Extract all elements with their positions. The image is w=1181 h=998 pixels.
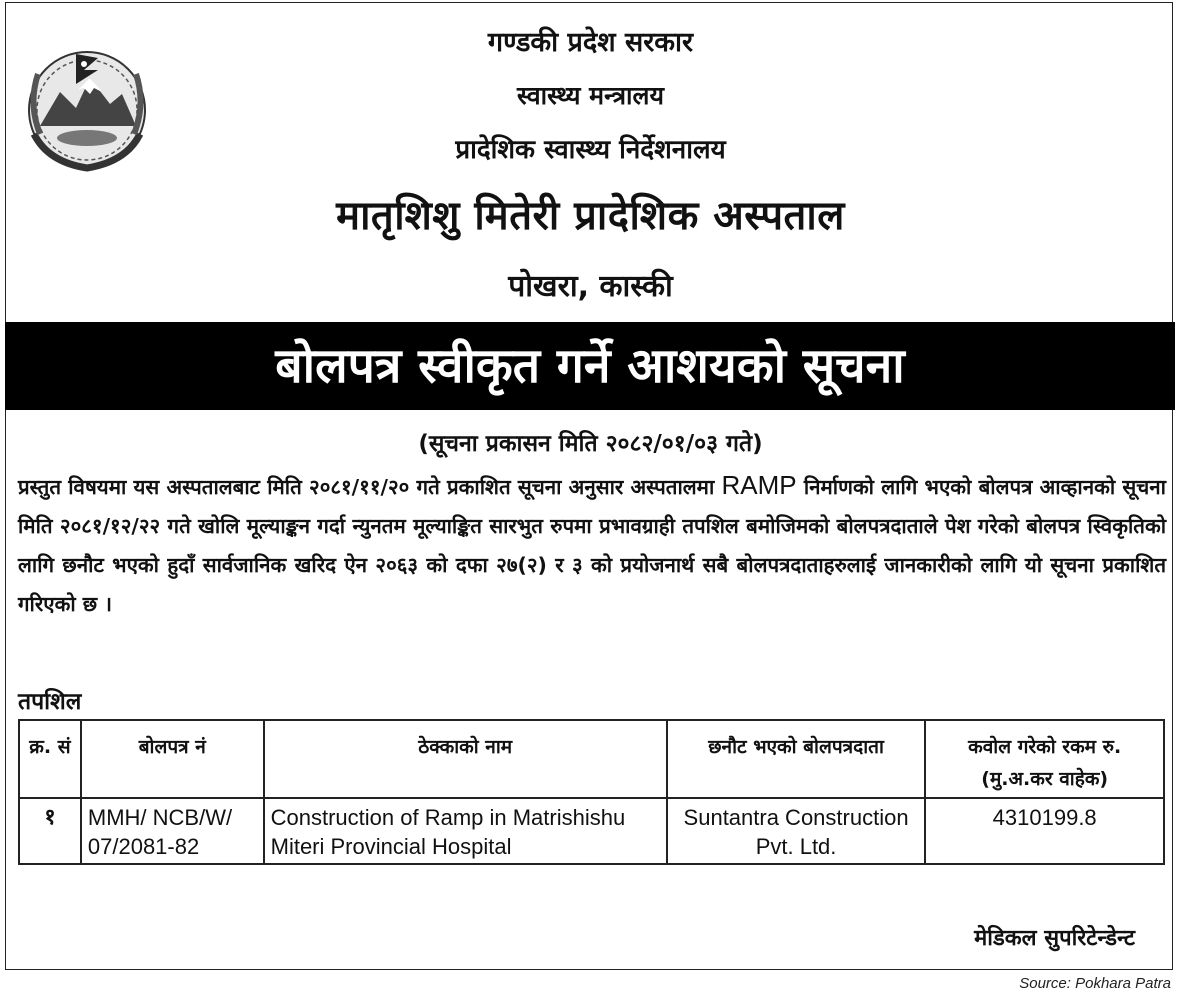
header-selected-bidder: छनौट भएको बोलपत्रदाता	[667, 720, 926, 798]
signature-title: मेडिकल सुपरिटेन्डेन्ट	[974, 926, 1135, 951]
directorate-name: प्रादेशिक स्वास्थ्य निर्देशनालय	[455, 135, 726, 165]
publish-date: (सूचना प्रकासन मिति २०८२/०१/०३ गते)	[418, 431, 763, 457]
government-name: गण्डकी प्रदेश सरकार	[487, 27, 694, 58]
notice-body	[18, 466, 1166, 624]
source-credit: Source: Pokhara Patra	[1019, 975, 1171, 992]
notice-body-ramp: RAMP	[721, 470, 797, 500]
hospital-name: मातृशिशु मितेरी प्रादेशिक अस्पताल	[336, 193, 845, 239]
notice-body-part-2: निर्माणको लागि भएको बोलपत्र आव्हानको सूचना मिति २०८१/१२/२२ गते खोलि मूल्याङ्कन गर्दा न्युनतम मूल्याङ्कित सारभुत रुपमा प्रभावग्राही तपशिल बमोजिमको बोलपत्रदाताले पेश गरेको बोलपत्र स्विकृतिको लागि छनौट भएको हुदाँ सार्वजानिक खरिद ऐन २०६३ को दफा २७(२) र ३ को प्रयोजनार्थ सबै बोलपत्रदाताहरुलाई जानकारीको लागि यो सूचना प्रकाशित गरिएको छ ।	[18, 475, 1166, 616]
cell-contract-name: Construction of Ramp in Matrishishu Miteri Provincial Hospital	[264, 798, 667, 864]
cell-serial-number: १	[19, 798, 81, 864]
cell-quoted-amount: 4310199.8	[925, 798, 1164, 864]
table-row	[19, 798, 1164, 864]
notice-body-part-1: प्रस्तुत विषयमा यस अस्पतालबाट मिति २०८१/११/२० गते प्रकाशित सूचना अनुसार अस्पतालमा	[18, 475, 722, 499]
header-contract-name: ठेक्काको नाम	[264, 720, 667, 798]
details-label: तपशिल	[18, 689, 82, 715]
bid-table	[18, 719, 1165, 865]
hospital-location: पोखरा, कास्की	[508, 269, 673, 304]
header-quoted-amount: कवोल गरेको रकम रु. (मु.अ.कर वाहेक)	[925, 720, 1164, 798]
header-serial-number: क्र. सं	[19, 720, 81, 798]
header-bid-number: बोलपत्र नं	[81, 720, 264, 798]
table-header-row	[19, 720, 1164, 798]
ministry-name: स्वास्थ्य मन्त्रालय	[517, 81, 664, 110]
cell-bid-number: MMH/ NCB/W/ 07/2081-82	[81, 798, 264, 864]
cell-selected-bidder: Suntantra Construction Pvt. Ltd.	[667, 798, 926, 864]
notice-title: बोलपत्र स्वीकृत गर्ने आशयको सूचना	[5, 322, 1175, 410]
